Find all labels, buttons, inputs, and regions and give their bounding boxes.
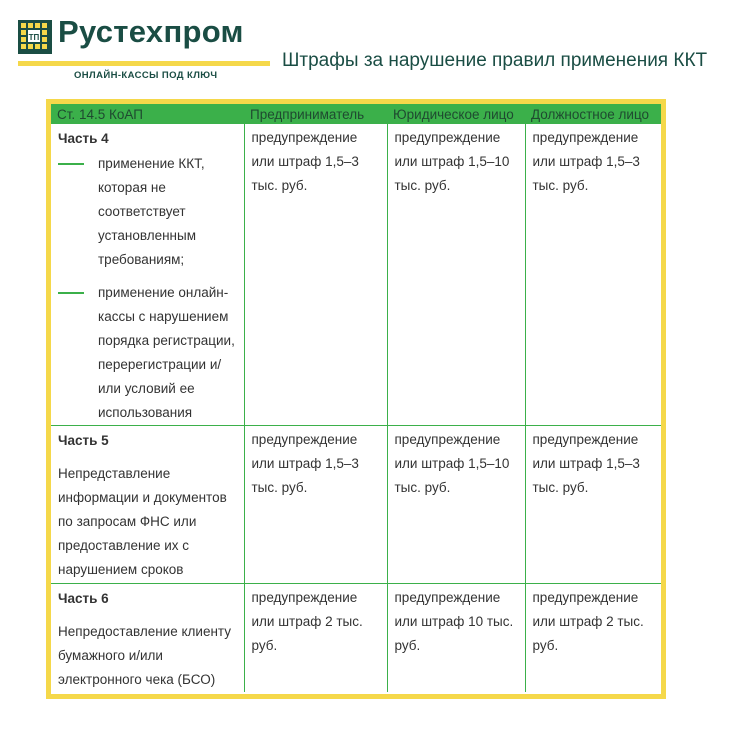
dash-bullet-icon: [58, 292, 84, 294]
page-title: Штрафы за нарушение правил применения ККТ: [282, 50, 708, 71]
list-item: [58, 281, 237, 425]
table-row: [51, 584, 661, 693]
part-label: Часть 6: [58, 591, 109, 606]
violation-description: Непредставление информации и документов по запросам ФНС или предоставление их с нарушением сроков: [58, 466, 227, 577]
header-article: Ст. 14.5 КоАП: [51, 104, 244, 124]
header-entrepreneur: Предприниматель: [244, 104, 387, 124]
article-cell: [51, 426, 244, 584]
official-fine: предупреждение или штраф 1,5–3 тыс. руб.: [525, 426, 661, 584]
legal-entity-fine: предупреждение или штраф 1,5–10 тыс. руб.: [387, 426, 525, 584]
entrepreneur-fine: предупреждение или штраф 2 тыс. руб.: [244, 584, 387, 693]
table-row: [51, 426, 661, 584]
logo-name: Рустехпром: [58, 14, 244, 49]
fines-table: [46, 99, 666, 699]
article-cell: [51, 584, 244, 693]
entrepreneur-fine: предупреждение или штраф 1,5–3 тыс. руб.: [244, 124, 387, 426]
part-label: Часть 5: [58, 433, 109, 448]
svg-text:ТП: ТП: [28, 33, 40, 42]
official-fine: предупреждение или штраф 1,5–3 тыс. руб.: [525, 124, 661, 426]
table-row: [51, 124, 661, 426]
legal-entity-fine: предупреждение или штраф 1,5–10 тыс. руб.: [387, 124, 525, 426]
violation-description: Непредоставление клиенту бумажного и/или электронного чека (БСО): [58, 624, 231, 687]
entrepreneur-fine: предупреждение или штраф 1,5–3 тыс. руб.: [244, 426, 387, 584]
list-item-text: применение ККТ, которая не соответствует установленным требованиям;: [98, 156, 205, 267]
company-logo: [18, 14, 270, 88]
part-label: Часть 4: [58, 131, 109, 146]
legal-entity-fine: предупреждение или штраф 10 тыс. руб.: [387, 584, 525, 693]
header-legal-entity: Юридическое лицо: [387, 104, 525, 124]
header-official: Должностное лицо: [525, 104, 661, 124]
logo-subtitle: ОНЛАЙН-КАССЫ ПОД КЛЮЧ: [74, 70, 218, 81]
grid-logo-icon: [18, 20, 52, 54]
official-fine: предупреждение или штраф 2 тыс. руб.: [525, 584, 661, 693]
article-cell: [51, 124, 244, 426]
table-header-row: [51, 104, 661, 124]
dash-bullet-icon: [58, 163, 84, 165]
logo-underline: [18, 61, 270, 66]
list-item: [58, 152, 237, 272]
list-item-text: применение онлайн-кассы с нарушением порядка регистрации, перерегистрации и/или условий ее использования: [98, 285, 235, 420]
